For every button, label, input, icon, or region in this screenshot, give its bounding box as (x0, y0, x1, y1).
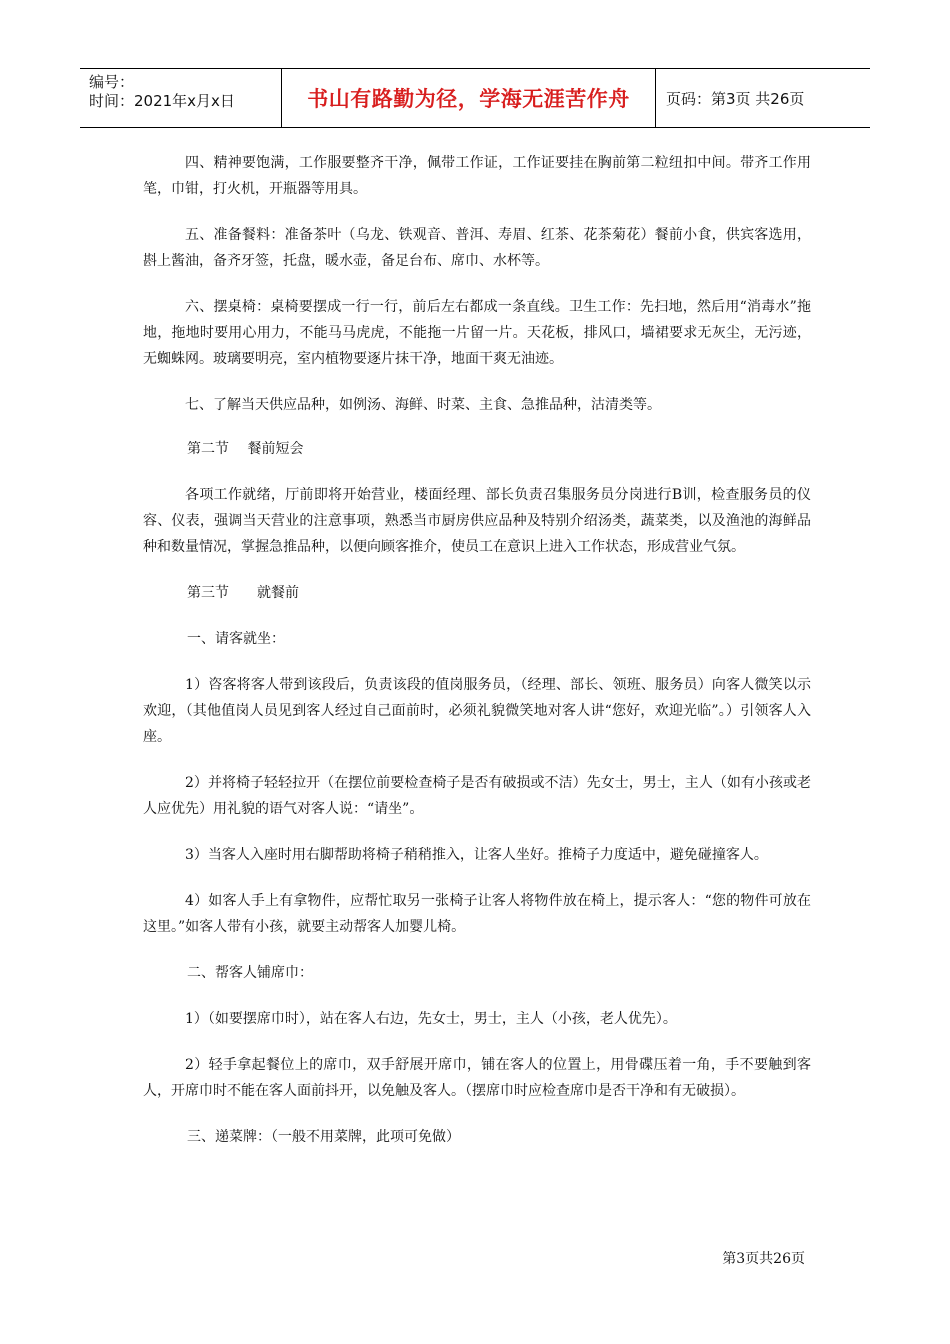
section-3-title: 第三节 就餐前 (187, 585, 299, 601)
paragraph-6: 六、摆桌椅：桌椅要摆成一行一行，前后左右都成一条直线。卫生工作：先扫地，然后用“消毒水”拖地，拖地时要用心用力，不能马马虎虎，不能拖一片留一片。天花板，排风口，墙裙要求无灰尘，无污迹，无蜘蛛网。玻璃要明亮，室内植物要逐片抹干净，地面干爽无油迹。 (143, 299, 811, 367)
document-body (143, 150, 811, 1170)
subsection-2-item-1: 1）（如要摆席巾时），站在客人右边，先女士，男士，主人（小孩，老人优先）。 (185, 1011, 677, 1027)
subsection-2-title: 二、帮客人铺席巾： (187, 965, 313, 981)
footer-page-number: 第3页共26页 (722, 1251, 805, 1267)
section-2-title: 第二节 餐前短会 (187, 441, 304, 457)
subsection-1-item-1: 1）咨客将客人带到该段后，负责该段的值岗服务员，（经理、部长、领班、服务员）向客人微笑以示欢迎，（其他值岗人员见到客人经过自己面前时，必须礼貌微笑地对客人讲“您好，欢迎光临”。）引领客人入座。 (143, 677, 811, 745)
section-2-paragraph: 各项工作就绪，厅前即将开始营业，楼面经理、部长负责召集服务员分岗进行B训，检查服务员的仪容、仪表，强调当天营业的注意事项，熟悉当市厨房供应品种及特别介绍汤类，蔬菜类，以及渔池的海鲜品种和数量情况，掌握急推品种，以便向顾客推介，使员工在意识上进入工作状态，形成营业气氛。 (143, 487, 811, 555)
header-table (80, 68, 870, 128)
subsection-3-title: 三、递菜牌：（一般不用菜牌，此项可免做） (187, 1129, 460, 1145)
header-motto: 书山有路勤为径，学海无涯苦作舟 (282, 69, 656, 127)
subsection-1-item-2: 2）并将椅子轻轻拉开（在摆位前要检查椅子是否有破损或不洁）先女士，男士，主人（如有小孩或老人应优先）用礼貌的语气对客人说：“请坐”。 (143, 775, 811, 817)
document-number-label: 编号： (89, 73, 135, 91)
subsection-2-item-2: 2）轻手拿起餐位上的席巾，双手舒展开席巾，铺在客人的位置上，用骨碟压着一角，手不要触到客人，开席巾时不能在客人面前抖开，以免触及客人。（摆席巾时应检查席巾是否干净和有无破损）。 (143, 1057, 811, 1099)
paragraph-4: 四、精神要饱满，工作服要整齐干净，佩带工作证，工作证要挂在胸前第二粒纽扣中间。带齐工作用笔，巾钳，打火机，开瓶器等用具。 (143, 155, 811, 197)
paragraph-7: 七、了解当天供应品种，如例汤、海鲜、时菜、主食、急推品种，沽清类等。 (185, 397, 661, 413)
subsection-1-item-4: 4）如客人手上有拿物件，应帮忙取另一张椅子让客人将物件放在椅上，提示客人：“您的物件可放在这里。”如客人带有小孩，就要主动帮客人加婴儿椅。 (143, 893, 811, 935)
header-page-label: 页码：第3页 共26页 (666, 89, 805, 108)
subsection-1-title: 一、请客就坐： (187, 631, 285, 647)
header-info-cell (80, 69, 282, 127)
subsection-1-item-3: 3）当客人入座时用右脚帮助将椅子稍稍推入，让客人坐好。推椅子力度适中，避免碰撞客人。 (185, 847, 768, 863)
paragraph-5: 五、准备餐料：准备茶叶（乌龙、铁观音、普洱、寿眉、红茶、花茶菊花）餐前小食，供宾客选用，斟上酱油，备齐牙签，托盘，暖水壶，备足台布、席巾、水杯等。 (143, 227, 811, 269)
document-time-label: 时间：2021年x月x日 (89, 92, 235, 110)
